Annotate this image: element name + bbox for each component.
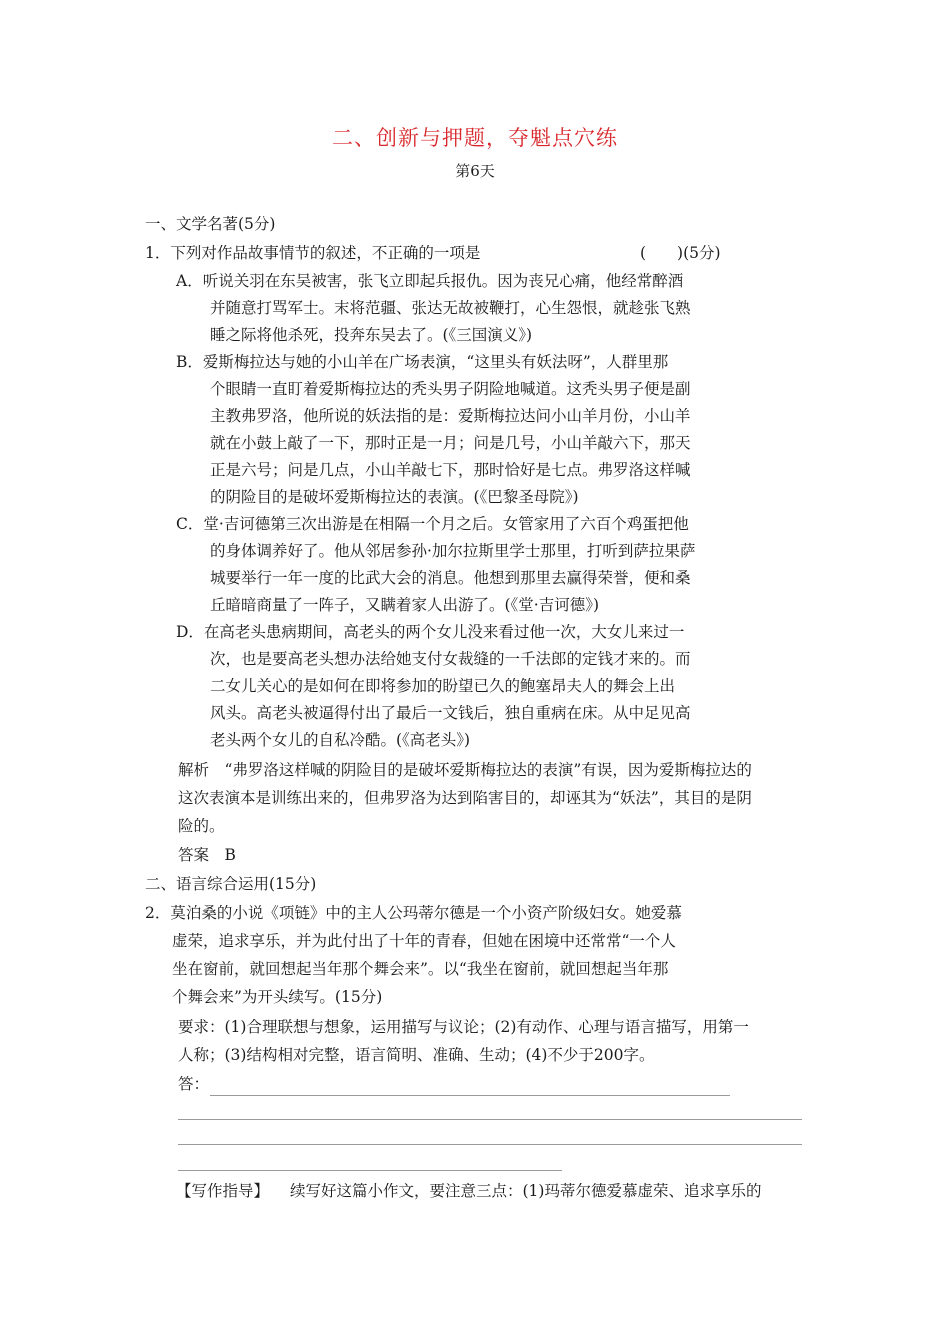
option-d-line: 风头。高老头被逼得付出了最后一文钱后，独自重病在床。从中足见高 bbox=[210, 704, 691, 722]
requirements-line: 人称；(3)结构相对完整，语言简明、准确、生动；(4)不少于200字。 bbox=[178, 1046, 655, 1064]
question2-line: 2．莫泊桑的小说《项链》中的主人公玛蒂尔德是一个小资产阶级妇女。她爱慕 bbox=[145, 904, 682, 922]
option-b-line: 正是六号；问是几点，小山羊敲七下，那时恰好是七点。弗罗洛这样喊 bbox=[210, 461, 691, 479]
writing-guide-text: 续写好这篇小作文，要注意三点：(1)玛蒂尔德爱慕虚荣、追求享乐的 bbox=[290, 1182, 762, 1200]
requirements-line: 要求：(1)合理联想与想象，运用描写与议论；(2)有动作、心理与语言描写，用第一 bbox=[178, 1018, 749, 1036]
question1-stem: 1．下列对作品故事情节的叙述，不正确的一项是 bbox=[145, 244, 481, 262]
section2-heading: 二、语言综合运用(15分) bbox=[145, 875, 317, 893]
option-d-line: 二女儿关心的是如何在即将参加的盼望已久的鲍塞昂夫人的舞会上出 bbox=[210, 677, 676, 695]
option-c-line: 丘暗暗商量了一阵子，又瞒着家人出游了。(《堂·吉诃德》) bbox=[210, 596, 600, 614]
answer-line: 答案 B bbox=[178, 846, 236, 864]
option-a-line: 睡之际将他杀死，投奔东吴去了。(《三国演义》) bbox=[210, 326, 533, 344]
answer-blank-line[interactable] bbox=[210, 1095, 730, 1096]
question2-line: 虚荣，追求享乐，并为此付出了十年的青春，但她在困境中还常常“一个人 bbox=[172, 932, 676, 950]
analysis-line: 解析 “弗罗洛这样喊的阴险目的是破坏爱斯梅拉达的表演”有误，因为爱斯梅拉达的 bbox=[178, 761, 752, 779]
writing-guide-label: 【写作指导】 bbox=[176, 1182, 270, 1200]
option-b-line: B．爱斯梅拉达与她的小山羊在广场表演，“这里头有妖法呀”，人群里那 bbox=[176, 353, 669, 371]
option-b-line: 主教弗罗洛，他所说的妖法指的是：爱斯梅拉达问小山羊月份，小山羊 bbox=[210, 407, 691, 425]
analysis-line: 这次表演本是训练出来的，但弗罗洛为达到陷害目的，却诬其为“妖法”，其目的是阴 bbox=[178, 789, 752, 807]
option-b-line: 的阴险目的是破坏爱斯梅拉达的表演。(《巴黎圣母院》) bbox=[210, 488, 579, 506]
section1-heading: 一、文学名著(5分) bbox=[145, 215, 276, 233]
question2-line: 个舞会来”为开头续写。(15分) bbox=[172, 988, 383, 1006]
option-c-line: 城要举行一年一度的比武大会的消息。他想到那里去赢得荣誉，便和桑 bbox=[210, 569, 691, 587]
answer-blank-line[interactable] bbox=[178, 1170, 562, 1171]
option-d-line: D．在高老头患病期间，高老头的两个女儿没来看过他一次，大女儿来过一 bbox=[176, 623, 685, 641]
answer-label: 答： bbox=[178, 1075, 210, 1093]
analysis-line: 险的。 bbox=[178, 817, 225, 835]
option-d-line: 次，也是要高老头想办法给她支付女裁缝的一千法郎的定钱才来的。而 bbox=[210, 650, 691, 668]
option-c-line: C．堂·吉诃德第三次出游是在相隔一个月之后。女管家用了六百个鸡蛋把他 bbox=[176, 515, 689, 533]
question2-line: 坐在窗前，就回想起当年那个舞会来”。以“我坐在窗前，就回想起当年那 bbox=[172, 960, 669, 978]
question1-score: ( )(5分) bbox=[640, 244, 721, 262]
answer-blank-line[interactable] bbox=[178, 1119, 802, 1120]
page-title: 二、创新与押题，夺魁点穴练 bbox=[332, 126, 618, 150]
option-b-line: 就在小鼓上敲了一下，那时正是一月；问是几号，小山羊敲六下，那天 bbox=[210, 434, 691, 452]
option-c-line: 的身体调养好了。他从邻居参孙·加尔拉斯里学士那里，打听到萨拉果萨 bbox=[210, 542, 696, 560]
option-d-line: 老头两个女儿的自私冷酷。(《高老头》) bbox=[210, 731, 471, 749]
option-a-line: 并随意打骂军士。末将范疆、张达无故被鞭打，心生怨恨，就趁张飞熟 bbox=[210, 299, 691, 317]
option-a-line: A．听说关羽在东吴被害，张飞立即起兵报仇。因为丧兄心痛，他经常醉酒 bbox=[176, 272, 684, 290]
option-b-line: 个眼睛一直盯着爱斯梅拉达的秃头男子阴险地喊道。这秃头男子便是副 bbox=[210, 380, 691, 398]
answer-blank-line[interactable] bbox=[178, 1144, 802, 1145]
day-label: 第6天 bbox=[455, 162, 495, 180]
